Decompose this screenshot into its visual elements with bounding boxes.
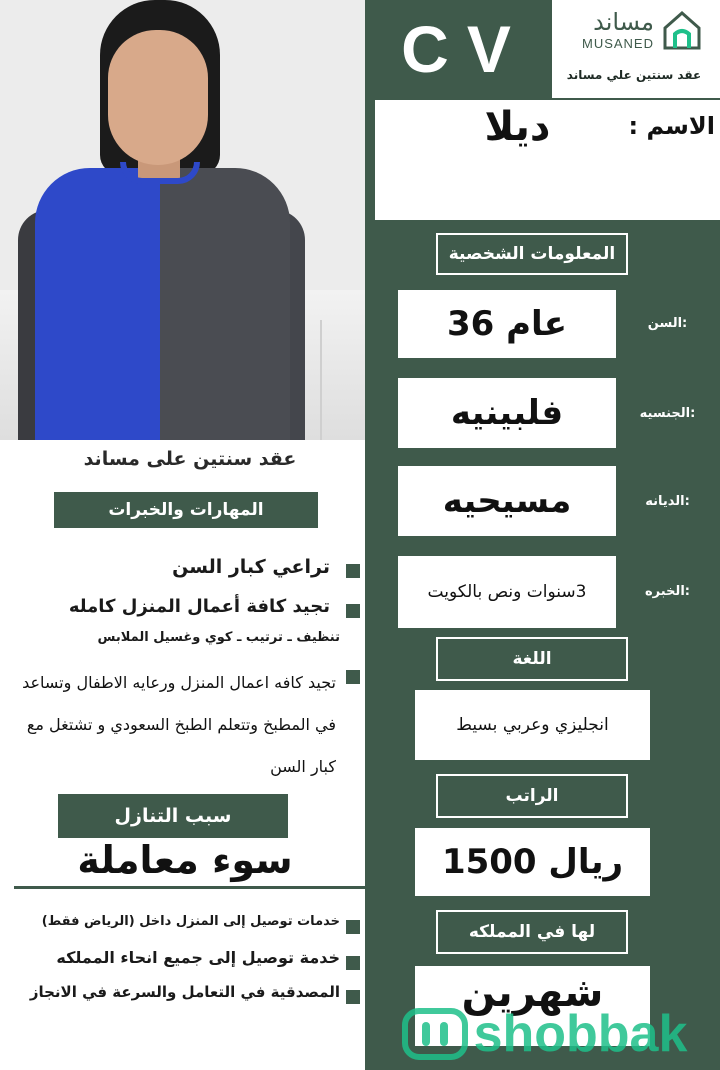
- skill-item: تجيد كافة أعمال المنزل كامله: [68, 596, 330, 617]
- shobbak-logo-icon: [402, 1008, 468, 1060]
- language-value: انجليزي وعربي بسيط: [415, 690, 650, 760]
- bullet-icon: [346, 990, 360, 1004]
- salary-title: الراتب: [436, 774, 628, 818]
- bullet-icon: [346, 956, 360, 970]
- skills-title: المهارات والخبرات: [54, 492, 318, 528]
- experience-value: 3سنوات ونص بالكويت: [398, 556, 616, 628]
- service-item: المصدقية في التعامل والسرعة في الانجاز: [29, 983, 340, 1001]
- cv-title: CV: [401, 12, 529, 86]
- bullet-icon: [346, 564, 360, 578]
- shobbak-watermark: [372, 1002, 717, 1066]
- contract-text: عقد سنتين على مساند: [83, 448, 297, 470]
- reason-title: سبب التنازل: [58, 794, 288, 838]
- age-label: السن:: [647, 316, 688, 331]
- experience-label: الخبره:: [645, 584, 690, 599]
- bullet-icon: [346, 920, 360, 934]
- language-title: اللغة: [436, 637, 628, 681]
- name-value: ديلا: [484, 104, 551, 150]
- skill-item: تراعي كبار السن: [172, 556, 330, 578]
- logo-english-text: MUSANED: [581, 36, 654, 51]
- watermark-text: shobbak: [473, 1005, 688, 1063]
- logo-arabic-text: مساند: [593, 8, 654, 36]
- bullet-icon: [346, 604, 360, 618]
- section-divider: [14, 886, 366, 889]
- religion-label: الديانه:: [645, 494, 690, 509]
- reason-value: سوء معاملة: [77, 838, 293, 882]
- left-panel-border: [365, 0, 373, 1070]
- service-item: خدمات توصيل إلى المنزل داخل (الرياض فقط): [41, 914, 340, 929]
- candidate-photo: [0, 0, 365, 440]
- age-value: 36 عام: [398, 290, 616, 358]
- description-text: تجيد كافه اعمال المنزل ورعايه الاطفال وتساعد في المطبخ وتتعلم الطبخ السعودي و تشتغل مع كبار السن: [22, 673, 336, 776]
- nationality-label: الجنسيه:: [639, 406, 696, 421]
- in-kingdom-value: شهرين: [415, 966, 650, 1046]
- musaned-logo-icon: [661, 8, 703, 52]
- name-label: الاسم :: [628, 112, 715, 140]
- nationality-value: فلبينيه: [398, 378, 616, 448]
- service-item: خدمة توصيل إلى جميع انحاء المملكه: [56, 948, 340, 967]
- in-kingdom-title: لها في المملكه: [436, 910, 628, 954]
- personal-info-title: المعلومات الشخصية: [436, 233, 628, 275]
- bullet-icon: [346, 670, 360, 684]
- logo-tagline: عقد سنتين علي مساند: [566, 68, 702, 82]
- religion-value: مسيحيه: [398, 466, 616, 536]
- salary-value: 1500 ريال: [415, 828, 650, 896]
- skills-note: تنظيف ـ ترتيب ـ كوي وغسيل الملابس: [97, 630, 340, 645]
